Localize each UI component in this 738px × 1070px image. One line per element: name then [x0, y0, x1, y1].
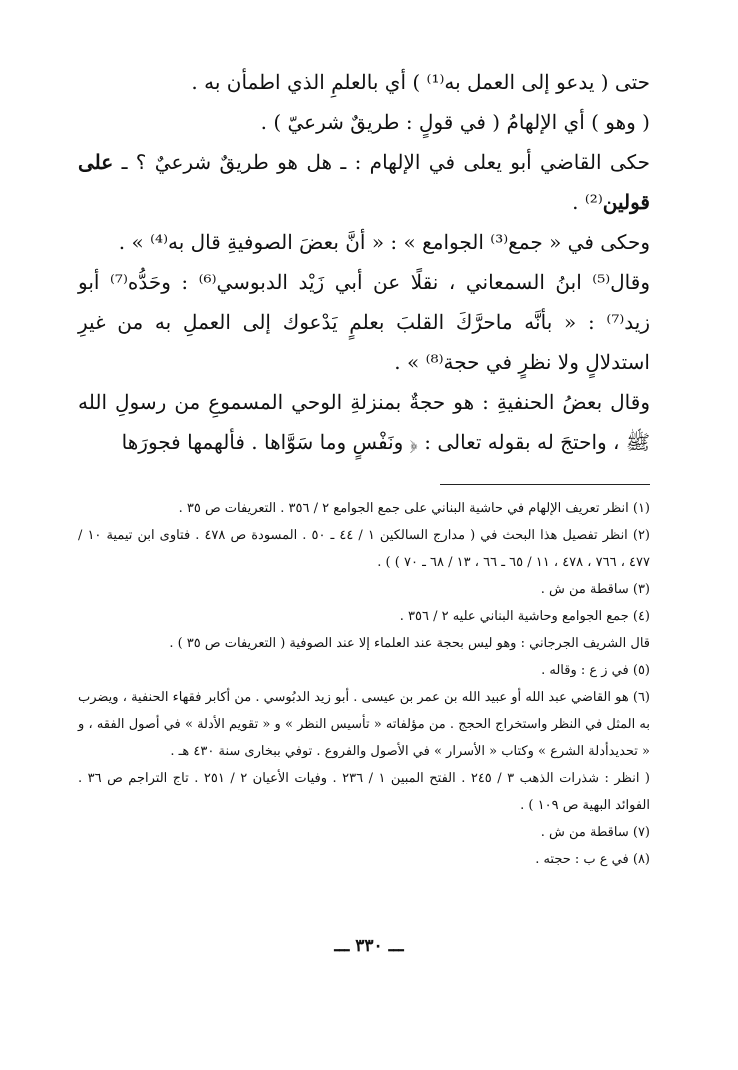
footnote: (٣) ساقطة من ش .: [540, 582, 650, 597]
main-text: [78, 62, 650, 462]
footnote: (٥) في ز ع : وقاله .: [541, 663, 650, 678]
paragraph-2: ( وهو ) أي الإلهامُ ( في قولٍ : طريقٌ شرعيّ ) .: [260, 110, 650, 134]
paragraph-6: وقال بعضُ الحنفيةِ : هو حجةٌ بمنزلةِ الوحي المسموعِ من رسولِ الله ﷺ ، واحتجَ له بقوله تعالى : ﴿ ونَفْسٍ وما سَوَّاها . فألهمها فجورَها: [78, 390, 650, 454]
footnote: (٦) هو القاضي عبد الله أو عبيد الله بن عمر بن عيسى . أبو زيد الدبُوسي . من أكابر فقهاء الحنفية ، ويضرب به المثل في النظر واستخراج الحجج . من مؤلفاته « تأسيس النظر » و « تقويم الأدلة » في أصول الفقه ، و « تحديدأدلة الشرع » وكتاب « الأسرار » في الأصول والفروع . توفي ببخارى سنة ٤٣٠ هـ .: [78, 690, 650, 759]
paragraph-5: وقال⁽⁵⁾ ابنُ السمعاني ، نقلًا عن أبي زَيْد الدبوسي⁽⁶⁾ : وحَدُّه⁽⁷⁾ أبو زيد⁽⁷⁾ : « بأنَّه ماحرَّكَ القلبَ بعلمٍ يَدْعوك إلى العملِ به من غيرِ استدلالٍ ولا نظرٍ في حجة⁽⁸⁾ » .: [78, 270, 650, 374]
paragraph-3-text: حكى القاضي أبو يعلى في الإلهام : ـ هل هو طريقٌ شرعيٌ ؟ ـ: [121, 150, 651, 174]
paragraph-1: حتى ( يدعو إلى العمل به⁽¹⁾ ) أي بالعلمِ الذي اطمأن به .: [191, 70, 650, 94]
paragraph-3: [78, 142, 650, 222]
footnote: ( انظر : شذرات الذهب ٣ / ٢٤٥ . الفتح المبين ١ / ٢٣٦ . وفيات الأعيان ٢ / ٢٥١ . تاج التراجم ص ٣٦ . الفوائد البهية ص ١٠٩ ) .: [78, 771, 651, 813]
footnote-divider: [440, 484, 650, 485]
page-number: ـــ ٣٣٠ ـــ: [334, 936, 404, 956]
footnote: (٧) ساقطة من ش .: [540, 825, 650, 840]
paragraph-4: وحكى في « جمع⁽³⁾ الجوامع » : « أنَّ بعضَ الصوفيةِ قال به⁽⁴⁾ » .: [118, 230, 650, 254]
footnote: (٤) جمع الجوامع وحاشية البناني عليه ٢ / ٣٥٦ .: [399, 609, 650, 624]
footnote: قال الشريف الجرجاني : وهو ليس بحجة عند العلماء إلا عند الصوفية ( التعريفات ص ٣٥ ) .: [169, 636, 650, 651]
paragraph-3-bold: على قولين: [78, 150, 650, 214]
footnotes: [78, 495, 650, 873]
paragraph-3-end: ⁽²⁾ .: [572, 190, 603, 214]
footnote: (٨) في ع ب : حجته .: [535, 852, 650, 867]
footnote: (١) انظر تعريف الإلهام في حاشية البناني على جمع الجوامع ٢ / ٣٥٦ . التعريفات ص ٣٥ .: [178, 501, 650, 516]
footnote: (٢) انظر تفصيل هذا البحث في ( مدارج السالكين ١ / ٤٤ ـ ٥٠ . المسودة ص ٤٧٨ . فتاوى ابن تيمية ١٠ / ٤٧٧ ، ٧٦٦ ، ٤٧٨ ، ١١ / ٦٥ ـ ٦٦ ، ١٣ / ٦٨ ـ ٧٠ ) ) .: [78, 528, 650, 570]
